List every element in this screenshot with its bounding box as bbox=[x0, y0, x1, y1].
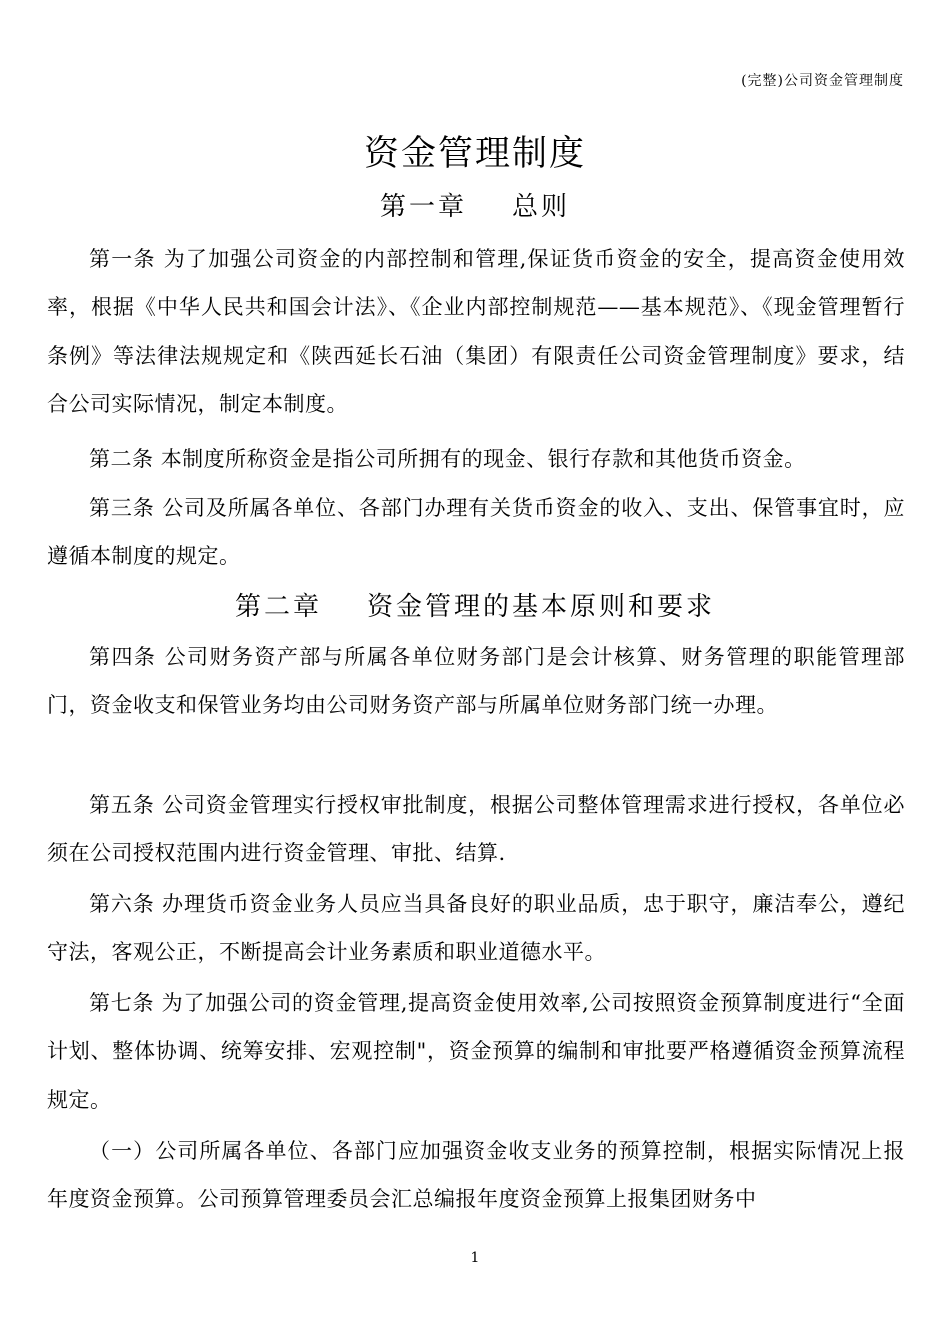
article-1 bbox=[47, 235, 905, 429]
article-label: 第一条 bbox=[89, 247, 156, 271]
article-text: 办理货币资金业务人员应当具备良好的职业品质，忠于职守，廉洁奉公，遵纪守法，客观公正，不断提高会计业务素质和职业道德水平。 bbox=[47, 892, 906, 965]
sub-item-1 bbox=[47, 1127, 905, 1224]
article-label: 第四条 bbox=[89, 645, 157, 669]
article-3 bbox=[47, 484, 905, 581]
article-text: 公司资金管理实行授权审批制度，根据公司整体管理需求进行授权，各单位必须在公司授权范围内进行资金管理、审批、结算. bbox=[47, 793, 906, 866]
running-header: (完整)公司资金管理制度 bbox=[741, 73, 904, 89]
article-text: 为了加强公司的资金管理,提高资金使用效率,公司按照资金预算制度进行“全面计划、整体协调、统筹安排、宏观控制"，资金预算的编制和审批要严格遵循资金预算流程规定。 bbox=[47, 991, 905, 1112]
article-label: 第七条 bbox=[89, 991, 155, 1015]
article-text: 公司及所属各单位、各部门办理有关货币资金的收入、支出、保管事宜时，应遵循本制度的规定。 bbox=[47, 496, 906, 569]
sub-item-text: （一）公司所属各单位、各部门应加强资金收支业务的预算控制，根据实际情况上报年度资金预算。公司预算管理委员会汇总编报年度资金预算上报集团财务中 bbox=[47, 1139, 905, 1212]
article-label: 第三条 bbox=[89, 496, 155, 520]
document-title: 资金管理制度 bbox=[363, 134, 586, 174]
article-text: 为了加强公司资金的内部控制和管理,保证货币资金的安全，提高资金使用效率，根据《中华人民共和国会计法》、《企业内部控制规范——基本规范》、《现金管理暂行条例》等法律法规规定和《陕西延长石油（集团）有限责任公司资金管理制度》要求，结合公司实际情况，制定本制度。 bbox=[47, 247, 905, 417]
chapter-heading-2: 第二章 资金管理的基本原则和要求 bbox=[234, 592, 716, 622]
article-text: 本制度所称资金是指公司所拥有的现金、银行存款和其他货币资金。 bbox=[160, 447, 806, 471]
article-label: 第六条 bbox=[89, 892, 155, 916]
article-text: 公司财务资产部与所属各单位财务部门是会计核算、财务管理的职能管理部门，资金收支和保管业务均由公司财务资产部与所属单位财务部门统一办理。 bbox=[47, 645, 906, 718]
article-5 bbox=[47, 781, 905, 878]
article-label: 第五条 bbox=[89, 793, 155, 817]
article-7 bbox=[47, 979, 905, 1124]
article-6 bbox=[47, 880, 905, 977]
article-4 bbox=[47, 633, 905, 730]
article-label: 第二条 bbox=[89, 447, 154, 471]
chapter-heading-1: 第一章 总则 bbox=[379, 192, 571, 222]
page-number: 1 bbox=[470, 1250, 480, 1266]
article-2 bbox=[47, 435, 905, 483]
